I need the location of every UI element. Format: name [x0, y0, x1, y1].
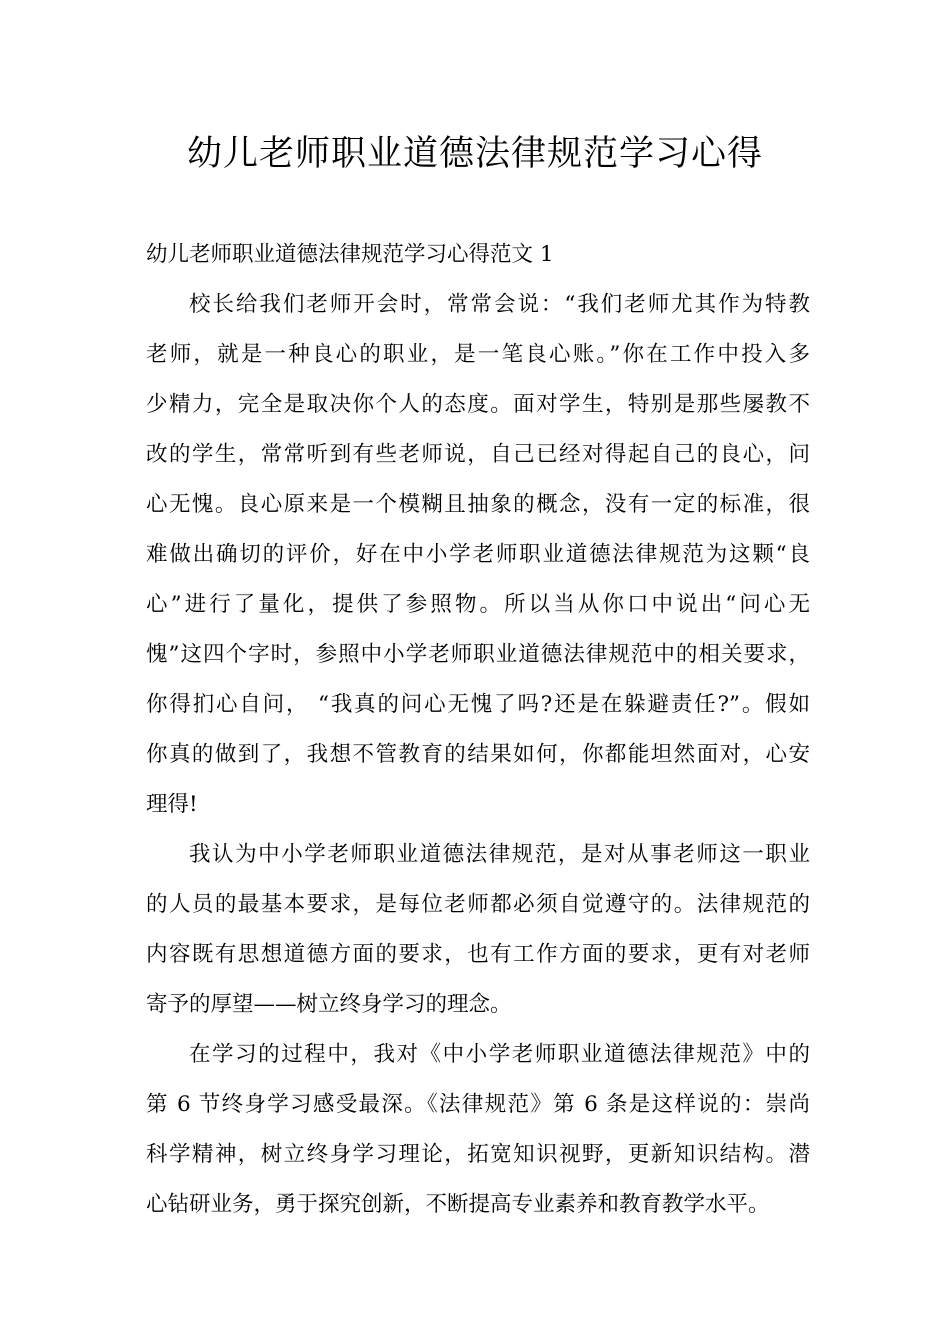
paragraph-1: [146, 280, 810, 830]
paragraph-line: 第 6 节终身学习感受最深。《法律规范》第 6 条是这样说的：崇尚: [146, 1092, 810, 1117]
paragraph-line: 心”进行了量化，提供了参照物。所以当从你口中说出“问心无: [146, 592, 810, 617]
paragraph-line: 科学精神，树立终身学习理论，拓宽知识视野，更新知识结构。潜: [146, 1142, 810, 1167]
paragraph-line: 愧”这四个字时，参照中小学老师职业道德法律规范中的相关要求，: [146, 642, 810, 667]
paragraph-2: [146, 830, 810, 1030]
document-title: 幼儿老师职业道德法律规范学习心得: [186, 134, 763, 174]
document-subtitle: 幼儿老师职业道德法律规范学习心得范文 1: [146, 242, 554, 267]
paragraph-line: 在学习的过程中，我对《中小学老师职业道德法律规范》中的: [189, 1042, 810, 1067]
paragraph-line: 你真的做到了，我想不管教育的结果如何，你都能坦然面对，心安: [146, 742, 810, 767]
paragraph-line: 改的学生，常常听到有些老师说，自己已经对得起自己的良心，问: [146, 442, 810, 467]
paragraph-line: 理得!: [146, 792, 198, 817]
paragraph-line: 的人员的最基本要求，是每位老师都必须自觉遵守的。法律规范的: [146, 892, 810, 917]
document-body: [146, 230, 810, 1230]
paragraph-line: 寄予的厚望——树立终身学习的理念。: [146, 992, 512, 1017]
paragraph-line: 心无愧。良心原来是一个模糊且抽象的概念，没有一定的标准，很: [146, 492, 810, 517]
paragraph-line: 少精力，完全是取决你个人的态度。面对学生，特别是那些屡教不: [146, 392, 810, 417]
paragraph-line: 内容既有思想道德方面的要求，也有工作方面的要求，更有对老师: [146, 942, 810, 967]
paragraph-line: 我认为中小学老师职业道德法律规范，是对从事老师这一职业: [189, 842, 810, 867]
paragraph-3: [146, 1030, 810, 1230]
paragraph-line: 心钻研业务，勇于探究创新，不断提高专业素养和教育教学水平。: [146, 1192, 770, 1217]
paragraph-line: 难做出确切的评价，好在中小学老师职业道德法律规范为这颗“良: [146, 542, 810, 567]
paragraph-line: 老师，就是一种良心的职业，是一笔良心账。”你在工作中投入多: [146, 342, 810, 367]
paragraph-line: 你得扪心自问， “我真的问心无愧了吗?还是在躲避责任?”。假如: [146, 692, 810, 717]
paragraph-line: 校长给我们老师开会时，常常会说：“我们老师尤其作为特教: [189, 292, 810, 317]
